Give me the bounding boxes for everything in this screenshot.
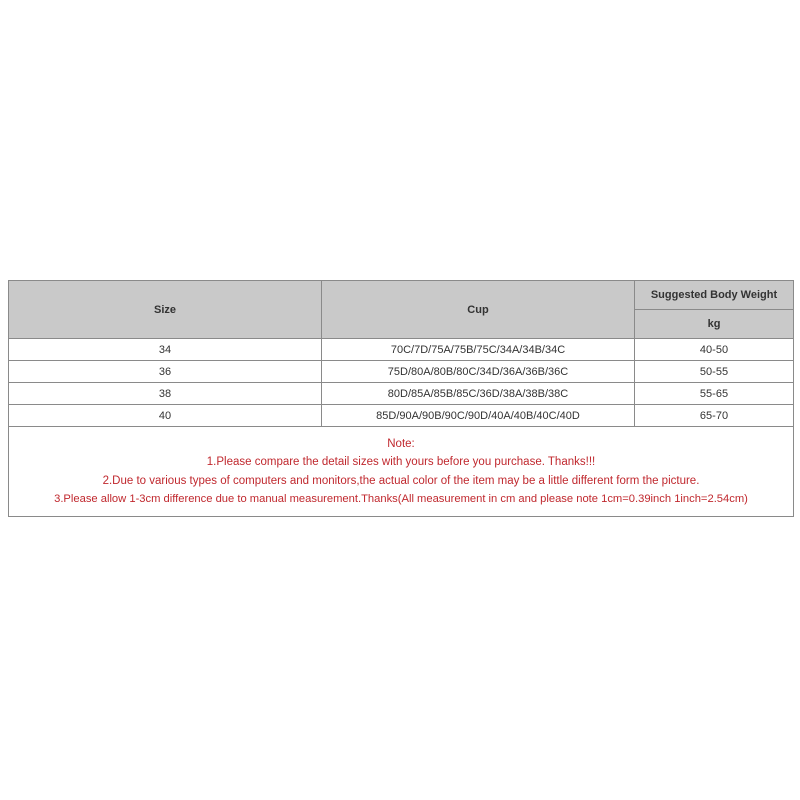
cell-weight: 55-65 — [635, 383, 794, 405]
note-section — [9, 427, 794, 517]
header-weight-unit: kg — [635, 310, 794, 339]
header-cup: Cup — [322, 281, 635, 339]
cell-weight: 50-55 — [635, 361, 794, 383]
header-size: Size — [9, 281, 322, 339]
cell-size: 34 — [9, 339, 322, 361]
cell-size: 40 — [9, 405, 322, 427]
note-line-2: 2.Due to various types of computers and monitors,the actual color of the item may be a little different form the picture. — [102, 474, 700, 487]
cell-cup: 70C/7D/75A/75B/75C/34A/34B/34C — [322, 339, 635, 361]
table-row — [9, 361, 794, 383]
cell-cup: 75D/80A/80B/80C/34D/36A/36B/36C — [322, 361, 635, 383]
size-table — [8, 280, 794, 517]
table-row — [9, 339, 794, 361]
cell-size: 38 — [9, 383, 322, 405]
cell-weight: 65-70 — [635, 405, 794, 427]
cell-weight: 40-50 — [635, 339, 794, 361]
table-row — [9, 405, 794, 427]
size-chart — [8, 280, 793, 517]
cell-size: 36 — [9, 361, 322, 383]
note-line-3: 3.Please allow 1-3cm difference due to manual measurement.Thanks(All measurement in cm and please note 1cm=0.39inch 1inch=2.54cm) — [54, 493, 748, 505]
note-title: Note: — [387, 437, 415, 450]
cell-cup: 85D/90A/90B/90C/90D/40A/40B/40C/40D — [322, 405, 635, 427]
cell-cup: 80D/85A/85B/85C/36D/38A/38B/38C — [322, 383, 635, 405]
note-line-1: 1.Please compare the detail sizes with yours before you purchase. Thanks!!! — [206, 456, 596, 468]
table-row — [9, 383, 794, 405]
header-weight: Suggested Body Weight — [635, 281, 794, 310]
